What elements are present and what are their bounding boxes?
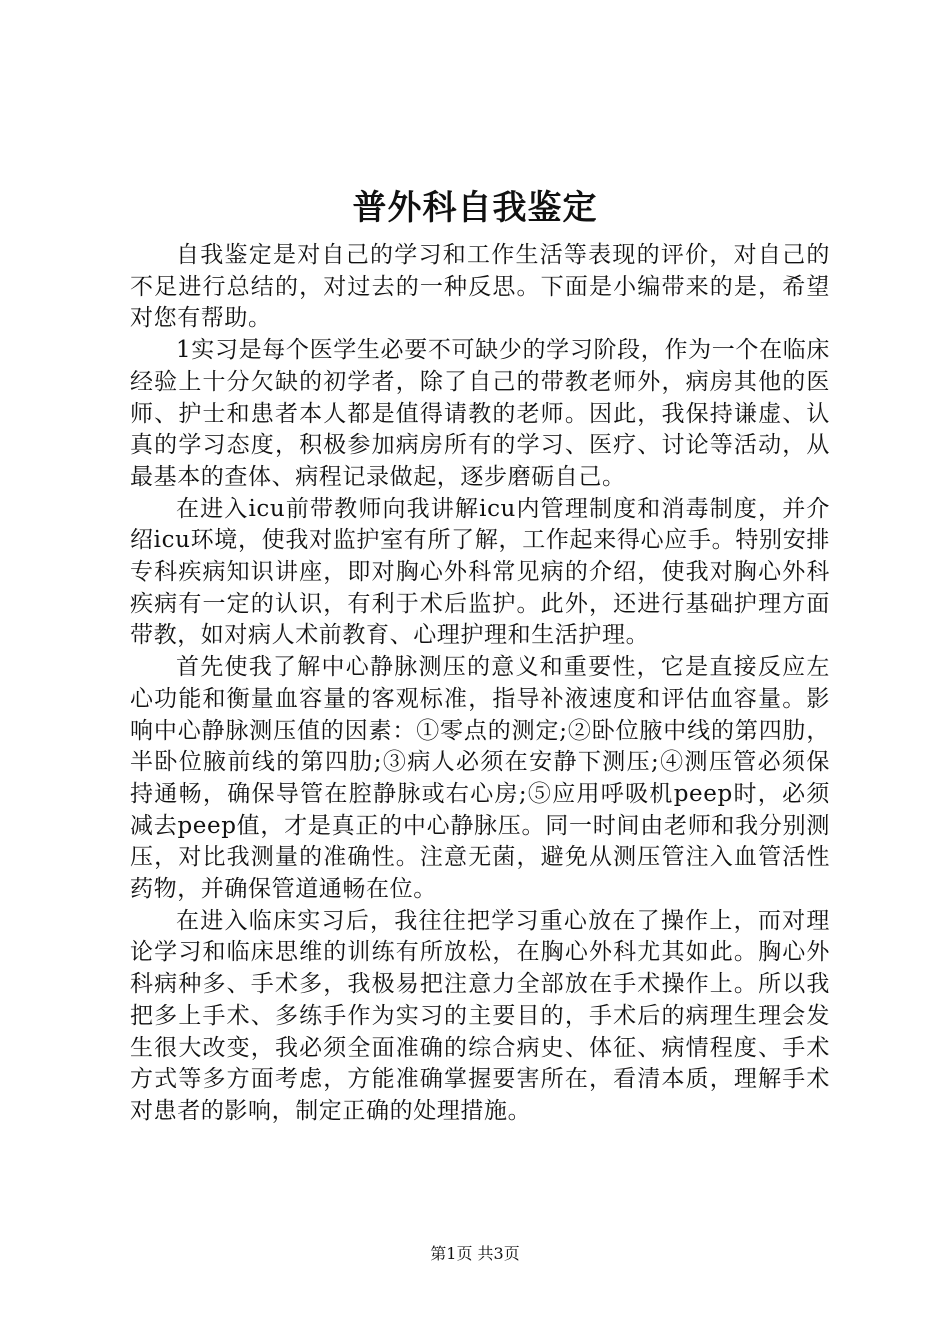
paragraph-clinical: 在进入临床实习后，我往往把学习重心放在了操作上，而对理论学习和临床思维的训练有所放松，在胸心外科尤其如此。胸心外科病种多、手术多，我极易把注意力全部放在手术操作上。所以我把多上手术、多练手作为实习的主要目的，手术后的病理生理会发生很大改变，我必须全面准确的综合病史、体征、病情程度、手术方式等多方面考虑，方能准确掌握要害所在，看清本质，理解手术对患者的影响，制定正确的处理措施。 [130,907,830,1124]
paragraph-icu: 在进入icu前带教师向我讲解icu内管理制度和消毒制度，并介绍icu环境，使我对监护室有所了解，工作起来得心应手。特别安排专科疾病知识讲座，即对胸心外科常见病的介绍，使我对胸心外科疾病有一定的认识，有利于术后监护。此外，还进行基础护理方面带教，如对病人术前教育、心理护理和生活护理。 [130,495,830,649]
paragraph-internship: 1实习是每个医学生必要不可缺少的学习阶段，作为一个在临床经验上十分欠缺的初学者，除了自己的带教老师外，病房其他的医师、护士和患者本人都是值得请教的老师。因此，我保持谦虚、认真的学习态度，积极参加病房所有的学习、医疗、讨论等活动，从最基本的查体、病程记录做起，逐步磨砺自己。 [130,337,830,490]
paragraph-intro: 自我鉴定是对自己的学习和工作生活等表现的评价，对自己的不足进行总结的，对过去的一种反思。下面是小编带来的是，希望对您有帮助。 [130,242,830,332]
page-number-footer: 第1页 共3页 [430,1244,520,1263]
paragraph-cvp: 首先使我了解中心静脉测压的意义和重要性，它是直接反应左心功能和衡量血容量的客观标准，指导补液速度和评估血容量。影响中心静脉测压值的因素：①零点的测定;②卧位腋中线的第四肋，半卧位腋前线的第四肋;③病人必须在安静下测压;④测压管必须保持通畅，确保导管在腔静脉或右心房;⑤应用呼吸机peep时，必须减去peep值，才是真正的中心静脉压。同一时间由老师和我分别测压，对比我测量的准确性。注意无菌，避免从测压管注入血管活性药物，并确保管道通畅在位。 [130,654,830,903]
document-title: 普外科自我鉴定 [352,188,598,228]
document-body [130,240,830,1128]
